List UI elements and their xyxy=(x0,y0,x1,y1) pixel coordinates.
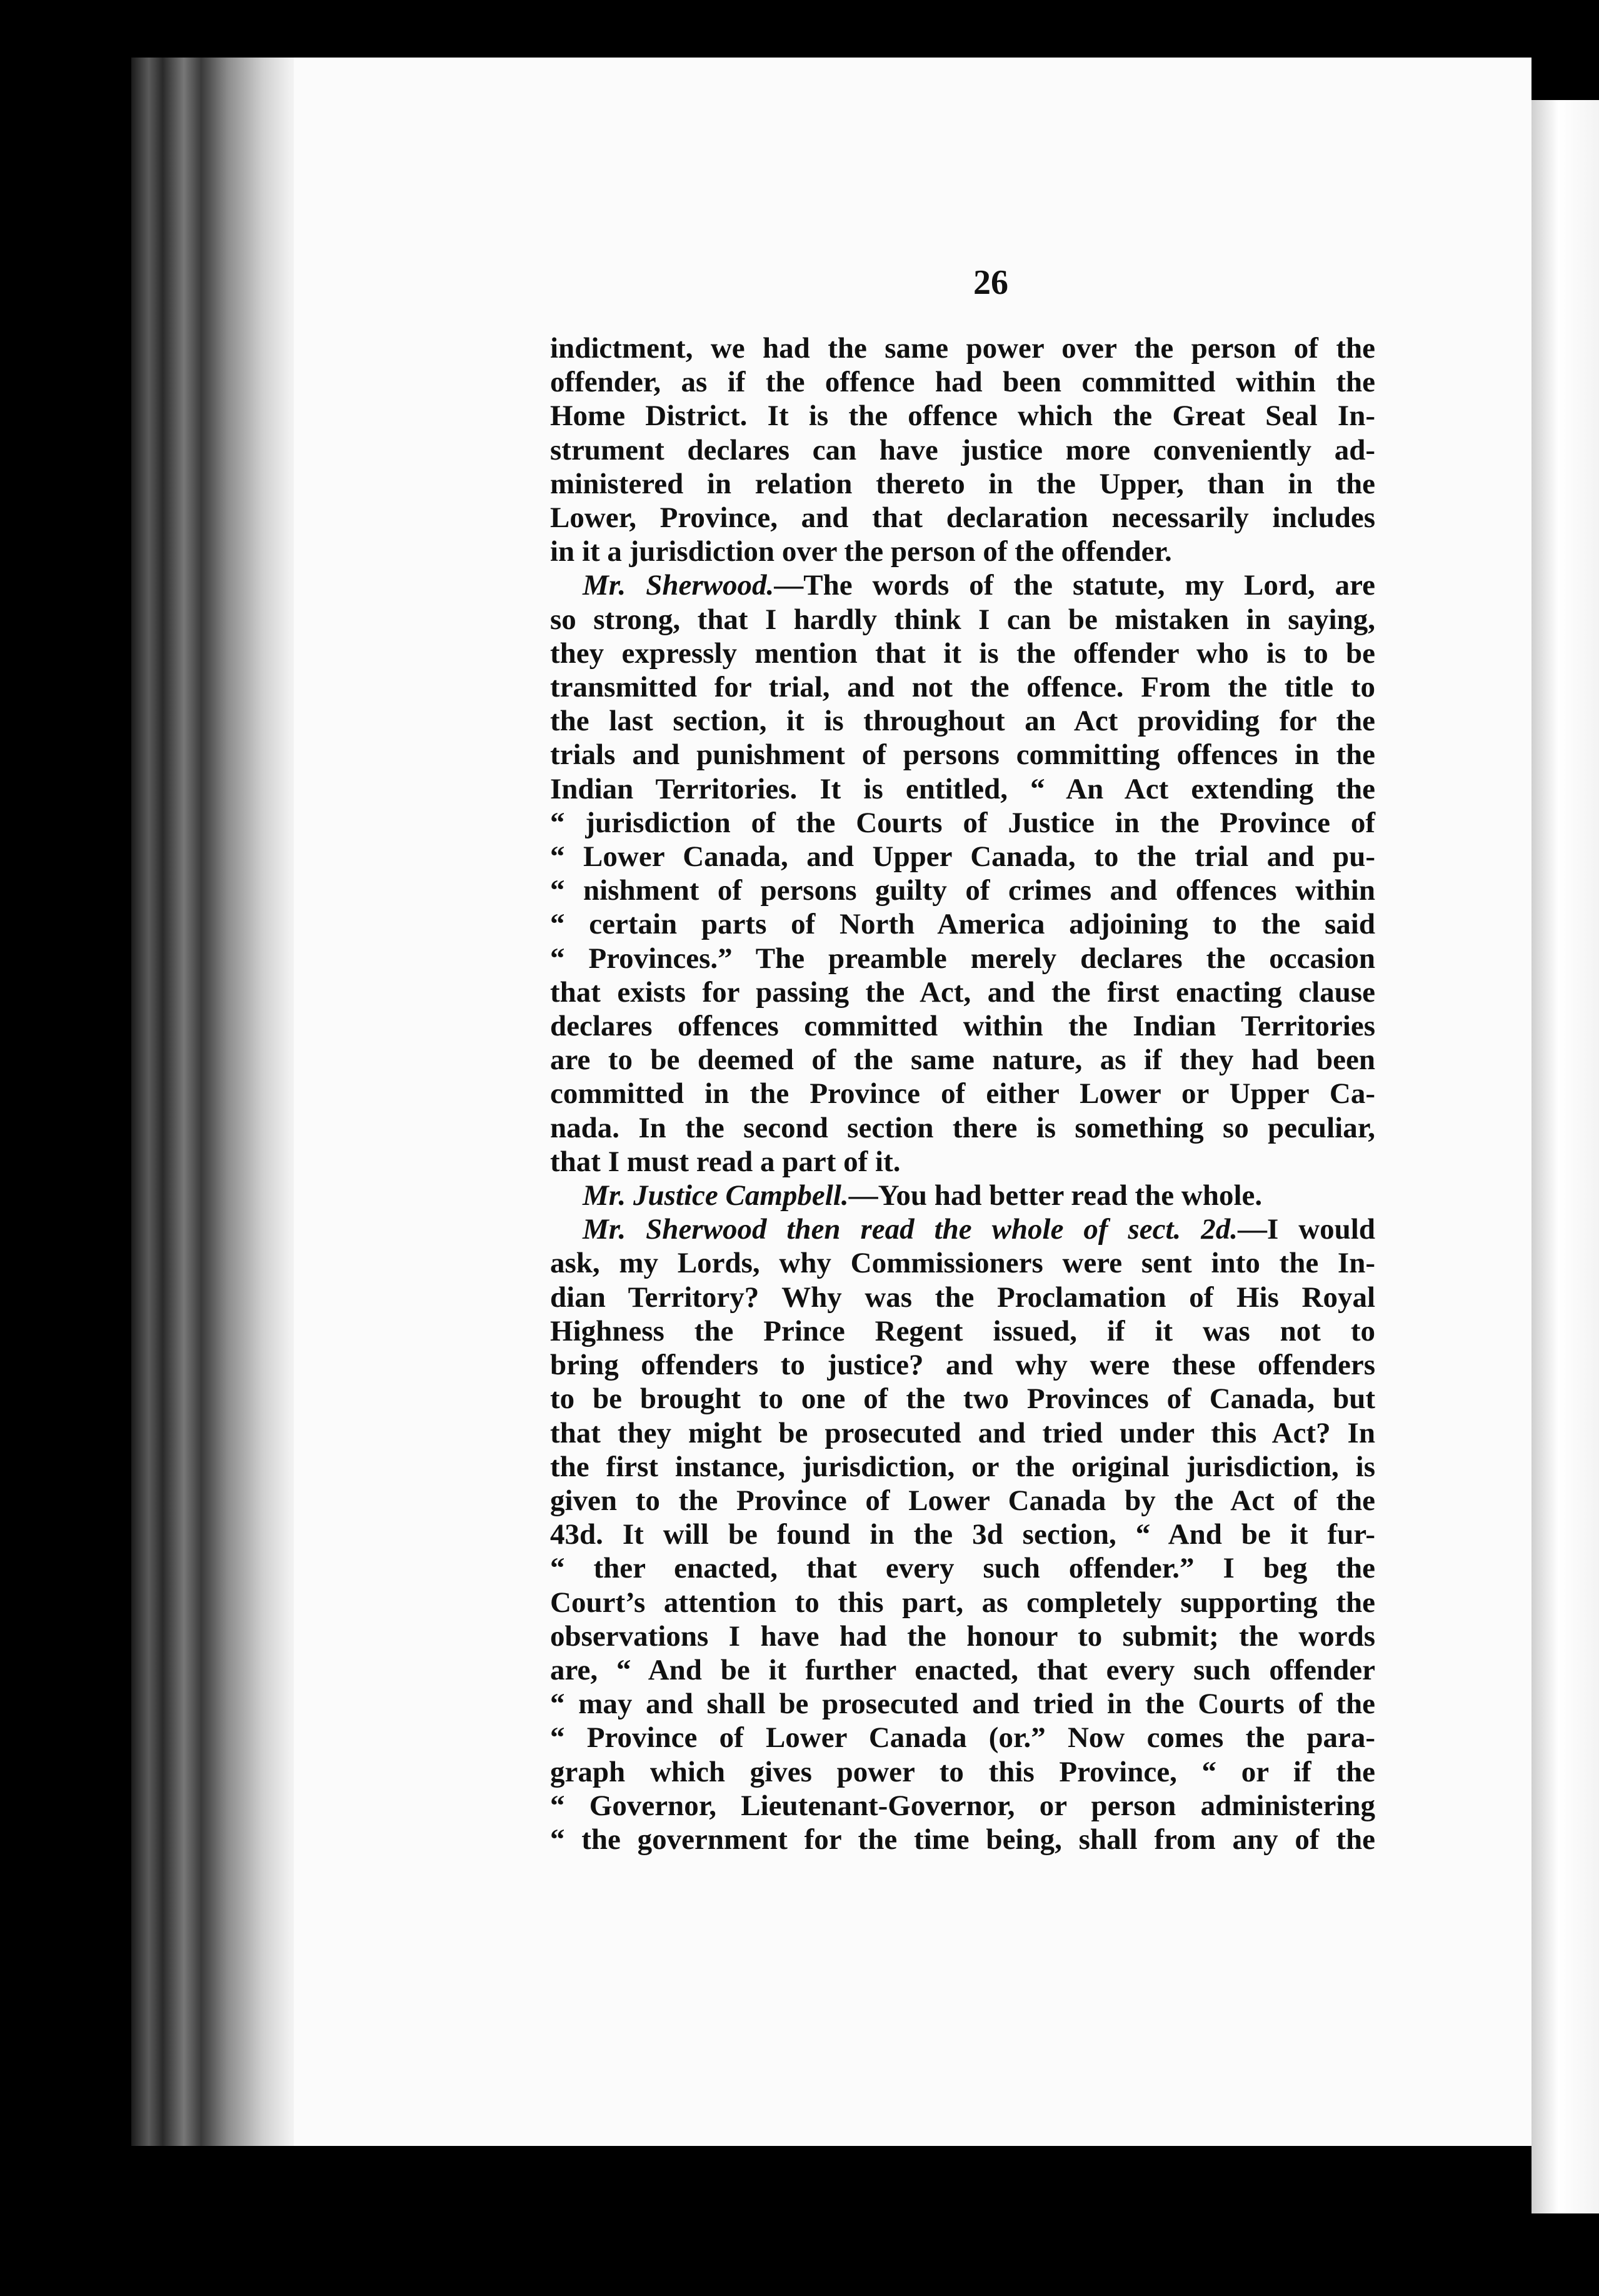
text-line xyxy=(550,1416,1375,1450)
text-line xyxy=(550,1281,1375,1314)
text-line xyxy=(550,1687,1375,1721)
facing-page-edge xyxy=(1531,100,1599,2213)
text-line xyxy=(550,1551,1375,1585)
line-text: in it a jurisdiction over the person of the offender. xyxy=(550,535,1172,568)
line-text: “ the government for the time being, shall from any of the xyxy=(550,1823,1375,1856)
text-line xyxy=(550,501,1375,535)
line-text: are, “ And be it further enacted, that every such offender xyxy=(550,1653,1375,1686)
text-line xyxy=(550,365,1375,399)
line-text: Court’s attention to this part, as completely supporting the xyxy=(550,1586,1375,1619)
text-line xyxy=(550,1721,1375,1755)
text-line xyxy=(550,1009,1375,1043)
line-text: committed in the Province of either Lower or Upper Ca- xyxy=(550,1077,1375,1110)
line-text: “ Province of Lower Canada (or.” Now comes the para- xyxy=(550,1721,1375,1755)
line-text: Home District. It is the offence which the Great Seal In- xyxy=(550,400,1375,433)
text-line xyxy=(550,331,1375,365)
text-line xyxy=(550,1314,1375,1348)
text-line xyxy=(550,772,1375,806)
text-line xyxy=(550,433,1375,467)
line-text: Highness the Prince Regent issued, if it was not to xyxy=(550,1314,1375,1347)
line-text: Lower, Province, and that declaration necessarily includes xyxy=(550,501,1375,535)
line-text: nada. In the second section there is something so peculiar, xyxy=(550,1111,1375,1144)
line-text: graph which gives power to this Province, “ or if the xyxy=(550,1755,1375,1788)
text-line xyxy=(550,1382,1375,1416)
text-line xyxy=(550,840,1375,874)
text-line xyxy=(550,1246,1375,1280)
line-text: 43d. It will be found in the 3d section, “ And be it fur- xyxy=(550,1518,1375,1551)
line-text: “ Lower Canada, and Upper Canada, to the trial and pu- xyxy=(550,840,1375,874)
text-line xyxy=(550,1043,1375,1077)
line-text: offender, as if the offence had been committed within the xyxy=(550,366,1375,399)
text-line xyxy=(550,1518,1375,1551)
line-text: declares offences committed within the Indian Territories xyxy=(550,1010,1375,1043)
text-line xyxy=(550,637,1375,670)
text-line xyxy=(550,1212,1375,1246)
line-text: that I must read a part of it. xyxy=(550,1145,901,1178)
line-text: strument declares can have justice more conveniently ad- xyxy=(550,433,1375,466)
line-text: —You had better read the whole. xyxy=(848,1179,1263,1212)
text-line xyxy=(550,1145,1375,1179)
text-line xyxy=(550,874,1375,907)
text-line xyxy=(550,704,1375,738)
text-line xyxy=(550,1619,1375,1653)
line-text: ask, my Lords, why Commissioners were sent into the In- xyxy=(550,1247,1375,1280)
line-text: Indian Territories. It is entitled, “ An Act extending the xyxy=(550,772,1375,805)
line-text: “ Governor, Lieutenant-Governor, or person administering xyxy=(550,1789,1375,1822)
text-line xyxy=(550,1179,1375,1212)
line-text: to be brought to one of the two Provinces of Canada, but xyxy=(550,1382,1375,1416)
line-text: ministered in relation thereto in the Upper, than in the xyxy=(550,467,1375,500)
line-text: “ Provinces.” The preamble merely declares the occasion xyxy=(550,942,1375,975)
text-line xyxy=(550,1111,1375,1145)
line-text: indictment, we had the same power over the person of the xyxy=(550,332,1375,365)
line-text: dian Territory? Why was the Proclamation of His Royal xyxy=(550,1281,1375,1314)
line-text: given to the Province of Lower Canada by the Act of the xyxy=(550,1484,1375,1517)
text-line xyxy=(550,1586,1375,1619)
line-text: trials and punishment of persons committing offences in the xyxy=(550,738,1375,772)
line-text: the first instance, jurisdiction, or the original jurisdiction, is xyxy=(550,1450,1375,1483)
line-text: “ ther enacted, that every such offender.” I beg the xyxy=(550,1552,1375,1585)
speaker-name: Mr. Justice Campbell. xyxy=(583,1179,849,1212)
text-line xyxy=(550,535,1375,568)
page-number: 26 xyxy=(973,263,1008,302)
text-line xyxy=(550,942,1375,975)
text-line xyxy=(550,1653,1375,1687)
text-line xyxy=(550,603,1375,637)
text-line xyxy=(550,738,1375,772)
line-text: so strong, that I hardly think I can be mistaken in saying, xyxy=(550,603,1375,636)
line-text: —I would xyxy=(1237,1213,1375,1246)
text-line xyxy=(550,1755,1375,1789)
speaker-name: Mr. Sherwood. xyxy=(583,569,774,602)
text-line xyxy=(550,907,1375,941)
text-line xyxy=(550,1450,1375,1484)
text-line xyxy=(550,467,1375,501)
speaker-name: Mr. Sherwood then read the whole of sect. 2d. xyxy=(583,1213,1238,1246)
body-text xyxy=(550,331,1375,1856)
text-line xyxy=(550,670,1375,704)
book-binding-gutter xyxy=(131,58,306,2146)
line-text: the last section, it is throughout an Act providing for the xyxy=(550,705,1375,738)
line-text: “ may and shall be prosecuted and tried in the Courts of the xyxy=(550,1688,1375,1721)
line-text: transmitted for trial, and not the offence. From the title to xyxy=(550,671,1375,704)
text-line xyxy=(550,399,1375,433)
text-line xyxy=(550,806,1375,840)
line-text: “ certain parts of North America adjoining to the said xyxy=(550,908,1375,941)
text-line xyxy=(550,1077,1375,1110)
text-line xyxy=(550,1789,1375,1823)
text-line xyxy=(550,1348,1375,1382)
text-line xyxy=(550,975,1375,1009)
text-line xyxy=(550,568,1375,602)
text-line xyxy=(550,1484,1375,1518)
text-line xyxy=(550,1823,1375,1856)
line-text: that exists for passing the Act, and the first enacting clause xyxy=(550,975,1375,1009)
line-text: “ nishment of persons guilty of crimes and offences within xyxy=(550,874,1375,907)
line-text: that they might be prosecuted and tried under this Act? In xyxy=(550,1416,1375,1449)
line-text: —The words of the statute, my Lord, are xyxy=(774,569,1375,602)
line-text: bring offenders to justice? and why were these offenders xyxy=(550,1349,1375,1382)
line-text: are to be deemed of the same nature, as if they had been xyxy=(550,1044,1375,1077)
line-text: they expressly mention that it is the offender who is to be xyxy=(550,637,1375,670)
line-text: “ jurisdiction of the Courts of Justice in the Province of xyxy=(550,806,1375,839)
line-text: observations I have had the honour to submit; the words xyxy=(550,1619,1375,1653)
